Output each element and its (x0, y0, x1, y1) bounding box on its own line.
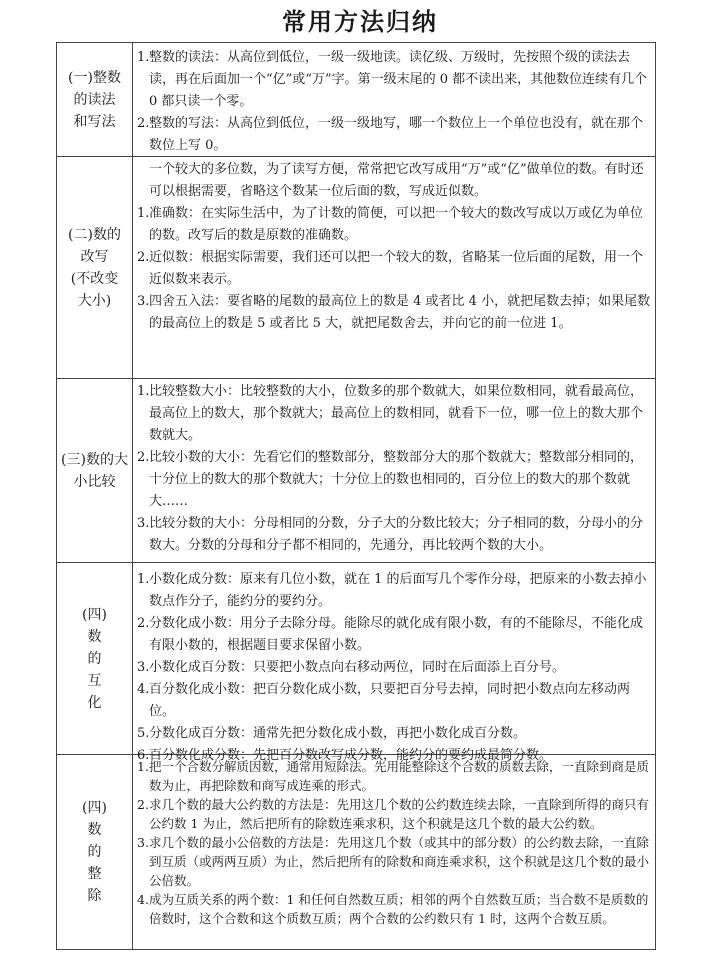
list-item: 2. 整数的写法：从高位到低位，一级一级地写，哪一个数位上一个单位也没有，就在那个数位上写 0。 (137, 116, 644, 153)
section-number-rewrite (57, 157, 655, 379)
list-item: 5. 分数化成百分数：通常先把分数化成小数，再把小数化成百分数。 (137, 726, 527, 741)
list-item: 3. 四舍五入法：要省略的尾数的最高位上的数是 4 或者比 4 小，就把尾数去掉；如果尾数的最高位上的数是 5 或者比 5 大，就把尾数舍去，并向它的前一位进 1。 (137, 294, 651, 331)
list-item: 6. 百分数化成分数：先把百分数改写成分数，能约分的要约成最简分数。 (137, 748, 553, 763)
section-body (137, 569, 651, 763)
section-divisibility (57, 755, 655, 949)
list-item: 2. 近似数：根据实际需要，我们还可以把一个较大的数，省略某一位后面的尾数，用一个近似数来表示。 (137, 250, 644, 287)
section-heading: (三)数的大 小比较 (57, 379, 133, 562)
list-item: 1. 把一个合数分解质因数，通常用短除法。先用能整除这个合数的质数去除，一直除到商是质数为止，再把除数和商写成连乘的形式。 (137, 759, 650, 793)
section-heading: (一)整数 的读法 和写法 (57, 43, 133, 156)
list-item: 2. 比较小数的大小：先看它们的整数部分，整数部分大的那个数就大；整数部分相同的，十分位上的数大的那个数就大；十分位上的数也相同的，百分位上的数大的那个数就大…… (137, 450, 644, 509)
section-body (137, 381, 651, 562)
list-item: 1. 整数的读法：从高位到低位，一级一级地读。读亿级、万级时，先按照个级的读法去读，再在后面加一个“亿”或“万”字。第一级末尾的 0 都不读出来，其他数位连续有几个 0 都只读一个零。 (137, 50, 648, 109)
methods-table (56, 42, 656, 950)
list-item: 4. 百分数化成小数：把百分数化成小数，只要把百分号去掉，同时把小数点向左移动两位。 (137, 682, 631, 719)
section-heading: (四) 数 的 整 除 (57, 755, 133, 949)
section-body (137, 159, 651, 378)
list-item: 3. 小数化成百分数：只要把小数点向右移动两位，同时在后面添上百分号。 (137, 660, 566, 675)
list-item: 1. 准确数：在实际生活中，为了计数的简便，可以把一个较大的数改写成以万或亿为单位的数。改写后的数是原数的准确数。 (137, 206, 644, 243)
section-number-conversion (57, 563, 655, 763)
section-integer-reading (57, 43, 655, 157)
list-item: 2. 求几个数的最大公约数的方法是：先用这几个数的公约数连续去除，一直除到所得的商只有公约数 1 为止，然后把所有的除数连乘求积，这个积就是这几个数的最大公约数。 (137, 797, 650, 831)
list-item: 3. 比较分数的大小：分母相同的分数，分子大的分数比较大；分子相同的数，分母小的分数大。分数的分母和分子都不相同的，先通分，再比较两个数的大小。 (137, 516, 644, 553)
list-item: 3. 求几个数的最小公倍数的方法是：先用这几个数（或其中的部分数）的公约数去除，一直除到互质（或两两互质）为止，然后把所有的除数和商连乘求积，这个积就是这几个数的最小公倍数。 (137, 835, 650, 888)
section-heading: (二)数的 改写 (不改变 大小) (57, 157, 133, 378)
list-item: 4. 成为互质关系的两个数：1 和任何自然数互质；相邻的两个自然数互质；当合数不是质数的倍数时，这个合数和这个质数互质；两个合数的公约数只有 1 时，这两个合数互质。 (137, 892, 649, 926)
section-heading: (四) 数 的 互 化 (57, 563, 133, 754)
section-intro: 一个较大的多位数，为了读写方便，常常把它改写成用“万”或“亿”做单位的数。有时还可以根据需要，省略这个数某一位后面的数，写成近似数。 (149, 162, 644, 199)
list-item: 1. 比较整数大小：比较整数的大小，位数多的那个数就大，如果位数相同，就看最高位，最高位上的数大，那个数就大；最高位上的数相同，就看下一位，哪一位上的数大那个数就大。 (137, 384, 644, 443)
list-item: 2. 分数化成小数：用分子去除分母。能除尽的就化成有限小数，有的不能除尽，不能化成有限小数的，根据题目要求保留小数。 (137, 616, 644, 653)
section-body (137, 757, 651, 949)
page-title: 常用方法归纳 (282, 8, 438, 36)
section-number-compare (57, 379, 655, 563)
list-item: 1. 小数化成分数：原来有几位小数，就在 1 的后面写几个零作分母，把原来的小数去掉小数点作分子，能约分的要约分。 (137, 572, 647, 609)
section-body (137, 47, 651, 156)
